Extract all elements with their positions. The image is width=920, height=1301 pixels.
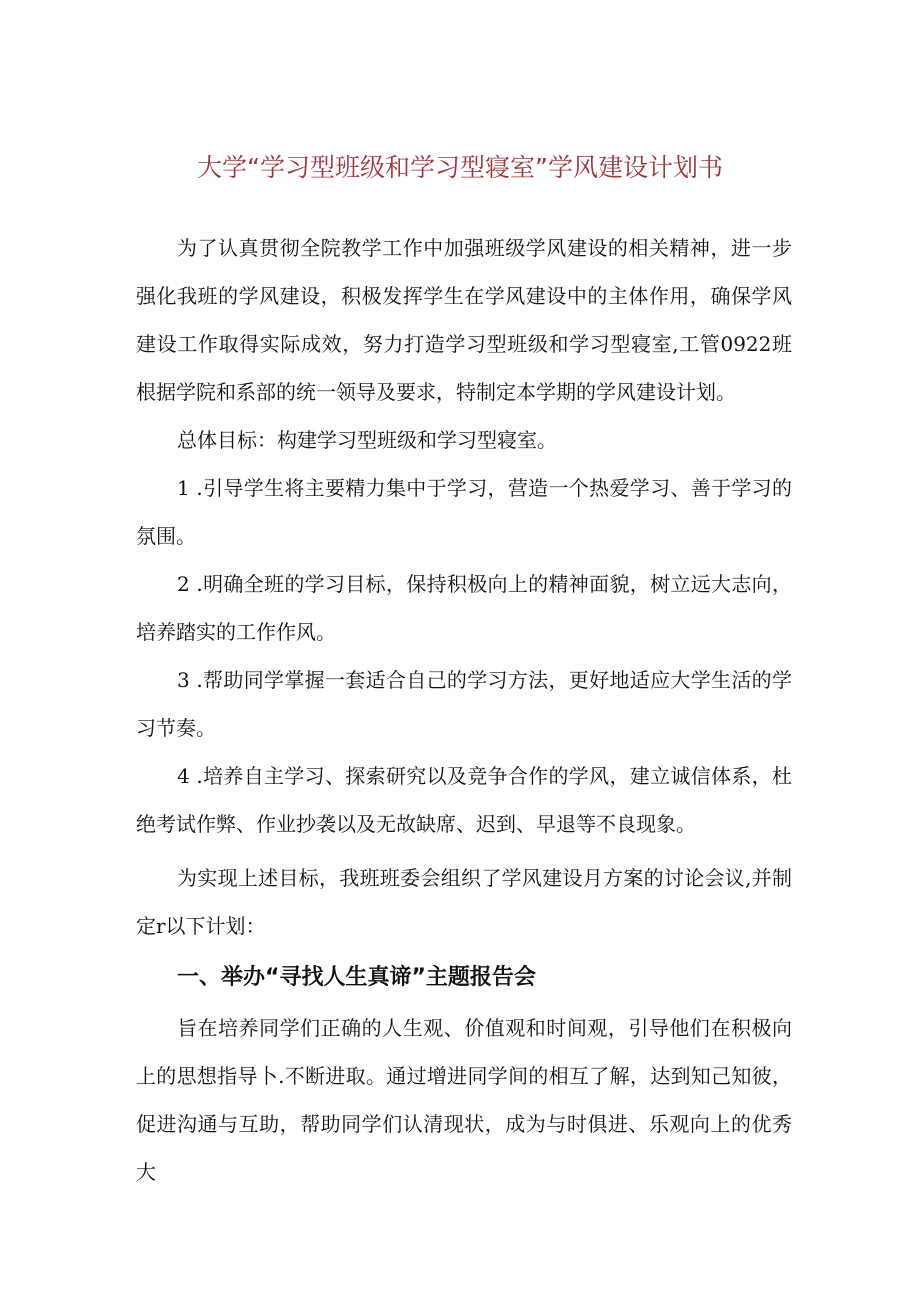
goal-item-1: 1 .引导学生将主要精力集中于学习，营造一个热爱学习、善于学习的氛围。 [136, 476, 792, 548]
overall-goal-paragraph [136, 416, 792, 464]
section-1-heading: 一、举办“寻找人生真谛”主题报告会 [177, 965, 536, 990]
overall-goal-text: 构建学习型班级和学习型寝室。 [277, 428, 557, 452]
plan-intro-paragraph: 为实现上述目标，我班班委会组织了学风建设月方案的讨论会议,并制定r以下计划： [136, 866, 792, 938]
goal-item-4: 4 .培养自主学习、探索研究以及竞争合作的学风，建立诚信体系，杜绝考试作弊、作业抄袭以及无故缺席、迟到、早退等不良现象。 [136, 764, 792, 836]
overall-goal-label: 总体目标： [177, 428, 277, 452]
intro-paragraph: 为了认真贯彻全院教学工作中加强班级学风建设的相关精神，进一步强化我班的学风建设，积极发挥学生在学风建设中的主体作用，确保学风建设工作取得实际成效，努力打造学习型班级和学习型寝室,工管0922班根据学院和系部的统一领导及要求，特制定本学期的学风建设计划。 [136, 236, 792, 404]
goal-item-3: 3 .帮助同学掌握一套适合自己的学习方法，更好地适应大学生活的学习节奏。 [136, 668, 792, 740]
goal-item-2: 2 .明确全班的学习目标，保持积极向上的精神面貌，树立远大志向，培养踏实的工作作风。 [136, 572, 792, 644]
document-title: 大学“学习型班级和学习型寝室”学风建设计划书 [197, 153, 723, 182]
section-1-paragraph: 旨在培养同学们正确的人生观、价值观和时间观，引导他们在积极向上的思想指导卜.不断进取。通过增进同学间的相互了解，达到知己知彼，促进沟通与互助，帮助同学们认清现状，成为与时俱进、乐观向上的优秀大 [136, 1016, 792, 1184]
